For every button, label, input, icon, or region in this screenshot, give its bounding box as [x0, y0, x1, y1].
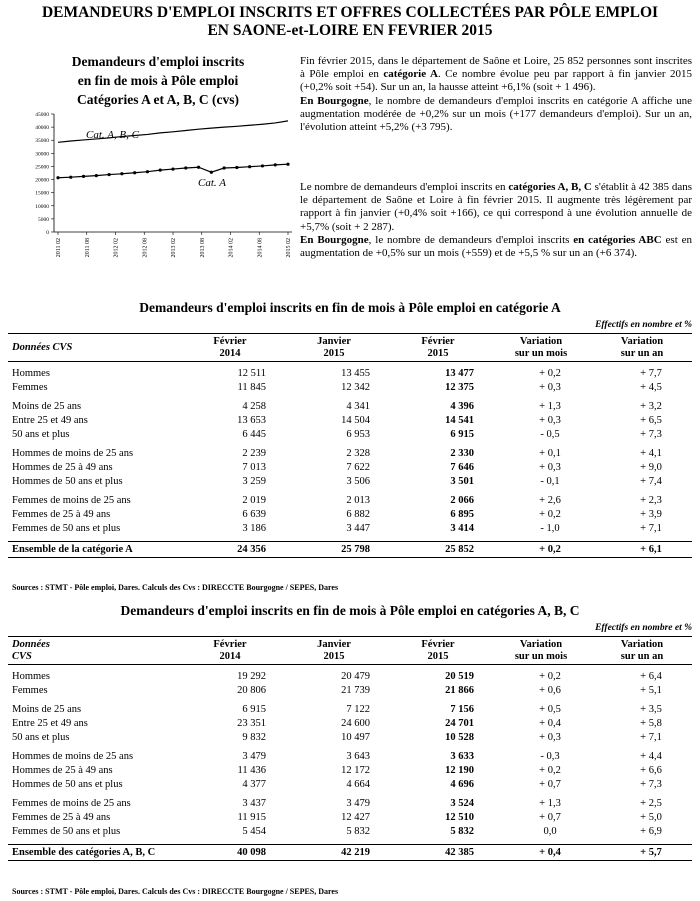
table-row	[8, 461, 692, 475]
table-cell: 4 341	[346, 401, 370, 412]
row-label: Femmes de 25 à 49 ans	[12, 812, 111, 823]
row-label: Hommes de moins de 25 ans	[12, 751, 134, 762]
row-label: Femmes de 50 ans et plus	[12, 826, 121, 837]
data-point	[274, 163, 277, 166]
table-cell: 20 806	[237, 685, 266, 696]
text-block-cat-abc	[300, 181, 692, 260]
row-label: Moins de 25 ans	[12, 401, 82, 412]
table-row	[8, 494, 692, 508]
table-cell: 21 866	[445, 685, 474, 696]
table-row	[8, 475, 692, 489]
table-cell: 11 436	[237, 765, 266, 776]
para2-rest: , le nombre de demandeurs d'emploi inscrits en catégorie A affiche une augmentation modérée de +0,2% sur un mois (+177 demandeurs d'emploi). Sur un an, l'évolution atteint +5,2% (+3 795).	[300, 94, 692, 134]
table-cell: 12 511	[237, 368, 266, 379]
table-cell: - 0,1	[540, 476, 560, 487]
table-cell: + 0,4	[539, 718, 561, 729]
table-cell: + 5,0	[640, 812, 662, 823]
para4-bold: En Bourgogne	[300, 233, 369, 246]
row-label: Femmes	[12, 685, 48, 696]
table-row	[8, 811, 692, 825]
table-cell: 4 258	[242, 401, 266, 412]
table-cell: + 7,1	[640, 732, 662, 743]
chart-title-line1: Demandeurs d'emploi inscrits	[71, 54, 245, 69]
y-tick-label: 45000	[35, 112, 49, 118]
header-cell: Janvier 2015	[282, 637, 386, 665]
data-point	[82, 175, 85, 178]
chart-title	[28, 52, 288, 109]
x-tick-label: 2013 08	[199, 238, 206, 258]
table-cell: + 2,5	[640, 798, 662, 809]
total-cell: 25 852	[386, 542, 490, 558]
data-point	[235, 166, 238, 169]
table-cell: 13 653	[237, 415, 266, 426]
row-label: Hommes	[12, 368, 50, 379]
total-cell: 42 385	[386, 845, 490, 861]
header-cell: Variation sur un mois	[490, 637, 592, 665]
data-point	[56, 176, 59, 179]
table-cell: + 0,7	[539, 812, 561, 823]
total-label: Ensemble des catégories A, B, C	[8, 845, 178, 861]
row-label: Femmes de moins de 25 ans	[12, 798, 131, 809]
table-cell: 13 477	[445, 368, 474, 379]
table-cell: 2 013	[346, 495, 370, 506]
y-tick-label: 20000	[35, 177, 49, 184]
table-cell: 2 066	[450, 495, 474, 506]
table-cell: + 0,3	[539, 415, 561, 426]
y-tick-label: 0	[46, 230, 49, 236]
table-row	[8, 367, 692, 381]
table-cell: 11 845	[237, 382, 266, 393]
table-cell: 7 013	[242, 462, 266, 473]
x-tick-label: 2014 08	[257, 238, 264, 258]
table-cell: + 4,5	[640, 382, 662, 393]
table-cell: + 0,3	[539, 732, 561, 743]
table-cell: + 4,4	[640, 751, 662, 762]
table-cell: - 0,5	[540, 429, 560, 440]
table-cell: 10 497	[341, 732, 370, 743]
table-cell: + 0,7	[539, 779, 561, 790]
table-cell: 2 330	[450, 448, 474, 459]
para1-bold: catégorie A	[383, 68, 438, 81]
total-label: Ensemble de la catégorie A	[8, 542, 178, 558]
table-a-source: Sources : STMT - Pôle emploi, Dares. Calculs des Cvs : DIRECCTE Bourgogne / SEPES, Dares	[12, 583, 339, 592]
x-tick-label: 2011 02	[56, 238, 62, 258]
table-cell: + 4,1	[640, 448, 662, 459]
total-cell: 24 356	[178, 542, 282, 558]
row-label: Hommes de 50 ans et plus	[12, 476, 123, 487]
para4-rest: est en augmentation de +0,5% sur un mois (+559) et de +5,5 % sur un an (+6 374).	[300, 233, 692, 260]
total-cell: + 5,7	[592, 845, 692, 861]
table-cell: 5 832	[346, 826, 370, 837]
table-cell: + 0,1	[539, 448, 561, 459]
row-label: Femmes	[12, 382, 48, 393]
row-label: Entre 25 et 49 ans	[12, 718, 88, 729]
para4-bold2: en catégories ABC	[573, 233, 662, 246]
header-cell: Variation sur un mois	[490, 334, 592, 362]
table-cell: 6 445	[242, 429, 266, 440]
table-cell: 3 186	[242, 523, 266, 534]
line-chart	[0, 110, 300, 302]
table-cell: 3 414	[450, 523, 474, 534]
data-point	[133, 171, 136, 174]
table-row	[8, 447, 692, 461]
table-cell: 6 915	[242, 704, 266, 715]
data-point	[197, 166, 200, 169]
table-cell: + 6,4	[640, 671, 662, 682]
table-cell: 3 437	[242, 798, 266, 809]
para3-bold: catégories A, B, C	[508, 181, 592, 193]
table-cell: 3 259	[242, 476, 266, 487]
header-cell: Données CVS	[8, 637, 178, 665]
table-cell: + 2,6	[539, 495, 561, 506]
table-abc-source: Sources : STMT - Pôle emploi, Dares. Calculs des Cvs : DIRECCTE Bourgogne / SEPES, Dares	[12, 887, 339, 896]
table-cell: 20 479	[341, 671, 370, 682]
header-cell: Février 2014	[178, 637, 282, 665]
total-cell: + 6,1	[592, 542, 692, 558]
table-cell: + 3,9	[640, 509, 662, 520]
table-cell: + 0,2	[539, 765, 561, 776]
table-cell: 2 019	[242, 495, 266, 506]
table-cell: + 0,2	[539, 671, 561, 682]
table-cell: 13 455	[341, 368, 370, 379]
table-cell: + 0,3	[539, 382, 561, 393]
table-row	[8, 778, 692, 792]
x-tick-label: 2013 02	[171, 238, 177, 258]
data-point	[184, 166, 187, 169]
table-cat-abc	[8, 636, 692, 861]
chart-title-line2: en fin de mois à Pôle emploi	[77, 73, 239, 88]
y-tick-label: 10000	[35, 203, 49, 210]
table-cell: 3 501	[450, 476, 474, 487]
table-cell: 3 479	[346, 798, 370, 809]
total-cell: 42 219	[282, 845, 386, 861]
table-row	[8, 381, 692, 395]
table-cell: 5 454	[242, 826, 266, 837]
table-cell: 10 528	[445, 732, 474, 743]
para2-bold: En Bourgogne	[300, 94, 369, 107]
text-block-cat-a	[300, 55, 692, 134]
table-cell: 12 427	[341, 812, 370, 823]
table-cell: 23 351	[237, 718, 266, 729]
total-cell: 25 798	[282, 542, 386, 558]
table-cell: + 0,6	[539, 685, 561, 696]
table-cell: + 3,5	[640, 704, 662, 715]
y-tick-label: 15000	[35, 190, 49, 197]
table-row	[8, 508, 692, 522]
table-row	[8, 764, 692, 778]
data-point	[95, 174, 98, 177]
table-cell: 4 696	[450, 779, 474, 790]
table-cell: + 7,1	[640, 523, 662, 534]
table-abc-note: Effectifs en nombre et %	[595, 623, 692, 633]
data-point	[108, 173, 111, 176]
table-cell: + 3,2	[640, 401, 662, 412]
table-cell: 3 643	[346, 751, 370, 762]
table-cell: + 7,4	[640, 476, 662, 487]
header-cell: Février 2014	[178, 334, 282, 362]
table-cell: 12 510	[445, 812, 474, 823]
table-cell: 3 524	[450, 798, 474, 809]
table-cell: 2 328	[346, 448, 370, 459]
row-label: Hommes de 50 ans et plus	[12, 779, 123, 790]
table-cell: 6 639	[242, 509, 266, 520]
table-cell: 2 239	[242, 448, 266, 459]
header-cell: Variation sur un an	[592, 334, 692, 362]
para3-rest: s'établit à 42 385 dans le département de Saône et Loire à fin février 2015. Il augmente très légèrement par rapport à fin janvier (+0,4% soit +166), ce qui correspond à une évolution annuelle de +5,7% (soit + 2 287).	[300, 181, 692, 233]
para3-text: Le nombre de demandeurs d'emploi inscrits en	[300, 181, 506, 193]
table-cell: 7 646	[450, 462, 474, 473]
table-row	[8, 703, 692, 717]
row-label: Femmes de 25 à 49 ans	[12, 509, 111, 520]
page-title-line1: DEMANDEURS D'EMPLOI INSCRITS ET OFFRES COLLECTÉES PAR PÔLE EMPLOI	[41, 4, 659, 21]
data-point	[248, 165, 251, 168]
table-cell: 0,0	[543, 826, 557, 837]
data-point	[210, 171, 213, 174]
data-point	[223, 166, 226, 169]
data-point	[146, 170, 149, 173]
y-tick-label: 35000	[35, 138, 49, 145]
data-point	[171, 167, 174, 170]
total-row	[8, 845, 692, 861]
series-line	[58, 164, 288, 178]
table-cell: + 5,8	[640, 718, 662, 729]
table-cell: + 6,6	[640, 765, 662, 776]
page-title	[0, 4, 700, 40]
total-cell: + 0,4	[490, 845, 592, 861]
table-cell: 6 882	[346, 509, 370, 520]
table-cell: 4 396	[450, 401, 474, 412]
table-cell: 3 633	[450, 751, 474, 762]
chart-title-line3: Catégories A et A, B, C (cvs)	[77, 92, 239, 107]
row-label: Moins de 25 ans	[12, 704, 82, 715]
row-label: 50 ans et plus	[12, 732, 70, 743]
table-cell: + 5,1	[640, 685, 662, 696]
y-tick-label: 30000	[35, 151, 49, 158]
data-point	[261, 164, 264, 167]
table-row	[8, 400, 692, 414]
table-cell: + 7,7	[640, 368, 662, 379]
table-row	[8, 670, 692, 684]
table-cell: 12 375	[445, 382, 474, 393]
row-label: 50 ans et plus	[12, 429, 70, 440]
table-cell: + 0,3	[539, 462, 561, 473]
table-cell: 3 479	[242, 751, 266, 762]
table-cell: + 2,3	[640, 495, 662, 506]
table-cell: + 0,5	[539, 704, 561, 715]
data-point	[159, 169, 162, 172]
para4-mid: , le nombre de demandeurs d'emploi inscrits	[368, 233, 570, 246]
table-row	[8, 825, 692, 839]
table-cell: 24 600	[341, 718, 370, 729]
table-cell: 14 504	[341, 415, 370, 426]
table-cell: + 1,3	[539, 798, 561, 809]
table-cell: + 0,2	[539, 509, 561, 520]
table-cell: 12 172	[341, 765, 370, 776]
table-cell: 20 519	[445, 671, 474, 682]
table-cell: 14 541	[445, 415, 474, 426]
row-label: Femmes de moins de 25 ans	[12, 495, 131, 506]
table-row	[8, 414, 692, 428]
row-label: Hommes	[12, 671, 50, 682]
header-cell: Janvier 2015	[282, 334, 386, 362]
table-cell: 4 377	[242, 779, 266, 790]
table-cell: + 0,2	[539, 368, 561, 379]
row-label: Femmes de 50 ans et plus	[12, 523, 121, 534]
row-label: Hommes de 25 à 49 ans	[12, 765, 113, 776]
table-cell: 9 832	[242, 732, 266, 743]
x-tick-label: 2015 02	[286, 238, 292, 258]
total-cell: + 0,2	[490, 542, 592, 558]
series-label-abc: Cat. A, B, C	[86, 129, 139, 141]
row-label: Hommes de moins de 25 ans	[12, 448, 134, 459]
para1-rest: . Ce nombre évolue peu par rapport à fin janvier 2015 (+0,2% soit +54). Sur un an, la hausse atteint +6,1% (soit + 1 496).	[300, 68, 693, 94]
data-point	[120, 172, 123, 175]
table-cell: - 1,0	[540, 523, 560, 534]
table-cell: + 7,3	[640, 779, 662, 790]
table-cell: + 9,0	[640, 462, 662, 473]
table-row	[8, 428, 692, 442]
table-cell: 7 156	[450, 704, 474, 715]
row-label: Entre 25 et 49 ans	[12, 415, 88, 426]
table-cell: 21 739	[341, 685, 370, 696]
data-point	[286, 163, 289, 166]
table-cell: - 0,3	[540, 751, 560, 762]
header-cell: Données CVS	[8, 334, 178, 362]
table-cell: 12 190	[445, 765, 474, 776]
table-row	[8, 750, 692, 764]
table-abc-title: Demandeurs d'emploi inscrits en fin de mois à Pôle emploi en catégories A, B, C	[120, 603, 580, 618]
table-a-note: Effectifs en nombre et %	[595, 320, 692, 330]
x-tick-label: 2012 08	[142, 238, 149, 258]
x-tick-label: 2014 02	[228, 238, 235, 258]
table-cat-a	[8, 333, 692, 558]
table-row	[8, 717, 692, 731]
page-title-line2: EN SAONE-et-LOIRE EN FEVRIER 2015	[207, 22, 493, 39]
table-cell: 7 622	[346, 462, 370, 473]
table-cell: 11 915	[237, 812, 266, 823]
x-tick-label: 2012 02	[113, 238, 120, 258]
table-cell: 7 122	[346, 704, 370, 715]
table-row	[8, 522, 692, 536]
row-label: Hommes de 25 à 49 ans	[12, 462, 113, 473]
total-row	[8, 542, 692, 558]
series-label-a: Cat. A	[198, 177, 226, 189]
table-a-title: Demandeurs d'emploi inscrits en fin de mois à Pôle emploi en catégorie A	[139, 300, 561, 315]
table-row	[8, 797, 692, 811]
header-cell: Variation sur un an	[592, 637, 692, 665]
x-tick-label: 2011 08	[84, 238, 91, 258]
data-point	[69, 176, 72, 179]
y-tick-label: 40000	[35, 125, 49, 132]
table-cell: 19 292	[237, 671, 266, 682]
table-cell: 6 915	[450, 429, 474, 440]
y-tick-label: 5000	[38, 216, 49, 223]
table-cell: 4 664	[346, 779, 370, 790]
table-cell: 12 342	[341, 382, 370, 393]
table-cell: + 6,5	[640, 415, 662, 426]
table-row	[8, 731, 692, 745]
table-cell: + 1,3	[539, 401, 561, 412]
header-cell: Février 2015	[386, 637, 490, 665]
y-tick-label: 25000	[35, 164, 49, 171]
table-cell: 5 832	[450, 826, 474, 837]
header-cell: Février 2015	[386, 334, 490, 362]
table-row	[8, 684, 692, 698]
table-cell: 3 506	[346, 476, 370, 487]
total-cell: 40 098	[178, 845, 282, 861]
table-cell: 6 895	[450, 509, 474, 520]
table-cell: 3 447	[346, 523, 370, 534]
table-cell: + 7,3	[640, 429, 662, 440]
table-cell: 6 953	[346, 429, 370, 440]
table-cell: + 6,9	[640, 826, 662, 837]
para1-text: Fin février 2015, dans le département de Saône et Loire, 25 852 personnes sont inscrites à Pôle emploi en	[300, 55, 692, 81]
table-cell: 24 701	[445, 718, 474, 729]
